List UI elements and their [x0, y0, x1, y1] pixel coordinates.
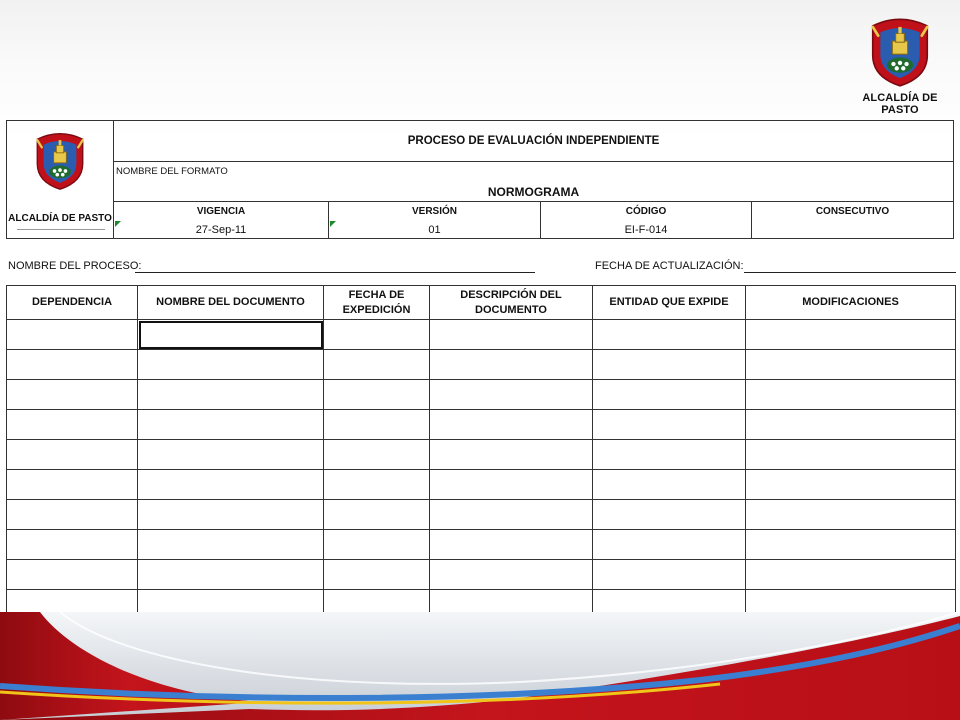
meta-codigo[interactable]: [541, 202, 752, 238]
table-cell[interactable]: [593, 560, 746, 590]
table-cell[interactable]: [7, 320, 138, 350]
table-cell[interactable]: [7, 410, 138, 440]
table-cell[interactable]: [7, 530, 138, 560]
table-cell[interactable]: [593, 470, 746, 500]
table-cell[interactable]: [138, 410, 324, 440]
table-row: [7, 560, 956, 590]
process-name-field[interactable]: [135, 272, 535, 273]
table-cell[interactable]: [138, 560, 324, 590]
form-header: [6, 120, 954, 239]
top-gradient: [0, 0, 960, 140]
meta-value: 27-Sep-11: [195, 224, 247, 236]
table-cell[interactable]: [746, 560, 956, 590]
normograma-table: [6, 285, 956, 620]
table-cell[interactable]: [430, 320, 593, 350]
update-date-label: FECHA DE ACTUALIZACIÓN:: [595, 260, 744, 272]
table-cell[interactable]: [324, 350, 430, 380]
meta-label: VERSIÓN: [411, 206, 457, 217]
format-label: NOMBRE DEL FORMATO: [116, 166, 228, 177]
table-cell[interactable]: [138, 440, 324, 470]
table-cell[interactable]: [324, 380, 430, 410]
table-cell[interactable]: [324, 530, 430, 560]
table-cell[interactable]: [593, 530, 746, 560]
table-cell[interactable]: [324, 410, 430, 440]
table-cell[interactable]: [746, 350, 956, 380]
table-cell[interactable]: [430, 380, 593, 410]
table-cell[interactable]: [324, 560, 430, 590]
table-cell[interactable]: [746, 410, 956, 440]
table-cell[interactable]: [7, 500, 138, 530]
process-name-label: NOMBRE DEL PROCESO:: [8, 260, 142, 272]
format-row: [114, 162, 953, 202]
coat-of-arms-icon: [32, 131, 88, 191]
table-cell[interactable]: [138, 470, 324, 500]
coat-of-arms-icon: [861, 16, 939, 88]
meta-consecutivo[interactable]: [752, 202, 953, 238]
table-cell[interactable]: [746, 470, 956, 500]
table-cell[interactable]: [430, 350, 593, 380]
table-row: [7, 470, 956, 500]
table-cell[interactable]: [746, 440, 956, 470]
header-fields: [114, 121, 953, 238]
table-cell[interactable]: [7, 440, 138, 470]
table-cell[interactable]: [430, 410, 593, 440]
meta-label: CÓDIGO: [625, 206, 667, 217]
meta-value: 01: [428, 224, 441, 236]
table-cell[interactable]: [746, 530, 956, 560]
table-header-row: [7, 286, 956, 320]
update-date-field[interactable]: [744, 272, 956, 273]
meta-version[interactable]: [329, 202, 541, 238]
table-cell[interactable]: [593, 350, 746, 380]
logo-underline: [17, 229, 105, 230]
table-cell[interactable]: [430, 560, 593, 590]
table-row: [7, 380, 956, 410]
table-cell[interactable]: [593, 500, 746, 530]
table-cell[interactable]: [746, 380, 956, 410]
meta-row: [114, 202, 953, 238]
table-cell[interactable]: [324, 470, 430, 500]
table-cell[interactable]: [430, 500, 593, 530]
table-cell[interactable]: [138, 500, 324, 530]
table-row: [7, 410, 956, 440]
format-name: NORMOGRAMA: [487, 185, 580, 199]
table-row: [7, 500, 956, 530]
table-cell[interactable]: [138, 380, 324, 410]
table-cell[interactable]: [593, 440, 746, 470]
table-cell[interactable]: [7, 470, 138, 500]
meta-value: EI-F-014: [624, 224, 668, 236]
table-cell[interactable]: [7, 350, 138, 380]
meta-vigencia[interactable]: [114, 202, 329, 238]
table-row: [7, 440, 956, 470]
column-header: DEPENDENCIA: [7, 286, 138, 320]
table-cell[interactable]: [593, 380, 746, 410]
table-cell[interactable]: [138, 350, 324, 380]
meta-label: CONSECUTIVO: [815, 206, 890, 217]
column-header: FECHA DE EXPEDICIÓN: [324, 286, 430, 320]
table-cell[interactable]: [593, 410, 746, 440]
column-header: NOMBRE DEL DOCUMENTO: [138, 286, 324, 320]
table-cell[interactable]: [138, 320, 324, 350]
brand-logo-top: [845, 16, 955, 116]
table-cell[interactable]: [746, 500, 956, 530]
meta-label: VIGENCIA: [196, 206, 246, 217]
table-cell[interactable]: [324, 440, 430, 470]
column-header: MODIFICACIONES: [746, 286, 956, 320]
table-row: [7, 530, 956, 560]
table-cell[interactable]: [324, 320, 430, 350]
table-row: [7, 350, 956, 380]
footer-swoosh: [0, 612, 960, 720]
table-cell[interactable]: [430, 530, 593, 560]
table-cell[interactable]: [593, 320, 746, 350]
column-header: DESCRIPCIÓN DEL DOCUMENTO: [430, 286, 593, 320]
header-logo-cell: [7, 121, 114, 238]
column-header: ENTIDAD QUE EXPIDE: [593, 286, 746, 320]
header-brand-name: ALCALDÍA DE PASTO: [8, 213, 112, 224]
table-body: [7, 320, 956, 620]
table-row: [7, 320, 956, 350]
table-cell[interactable]: [430, 440, 593, 470]
table-cell[interactable]: [138, 530, 324, 560]
table-cell[interactable]: [430, 470, 593, 500]
table-cell[interactable]: [7, 380, 138, 410]
table-cell[interactable]: [746, 320, 956, 350]
process-title: PROCESO DE EVALUACIÓN INDEPENDIENTE: [114, 121, 953, 162]
brand-name: ALCALDÍA DE PASTO: [862, 92, 938, 116]
table-cell[interactable]: [7, 560, 138, 590]
table-cell[interactable]: [324, 500, 430, 530]
